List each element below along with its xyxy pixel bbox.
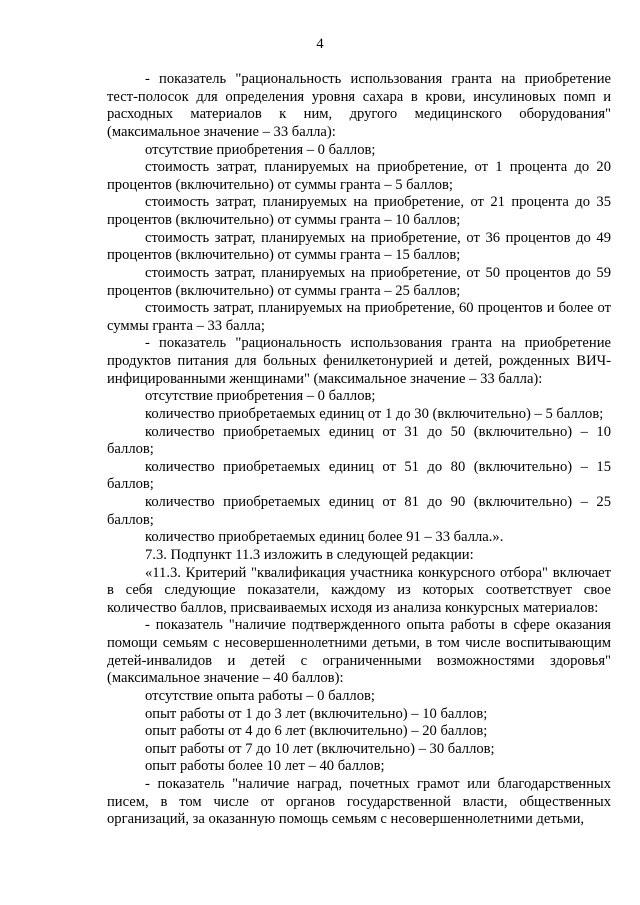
score-line: опыт работы от 4 до 6 лет (включительно) – 20 баллов;	[145, 723, 488, 740]
score-line: количество приобретаемых единиц от 1 до 30 (включительно) – 5 баллов;	[145, 405, 604, 422]
score-line: количество приобретаемых единиц более 91 – 33 балла.».	[145, 529, 504, 546]
score-line: опыт работы от 7 до 10 лет (включительно) – 30 баллов;	[145, 740, 495, 757]
score-line: опыт работы от 1 до 3 лет (включительно) – 10 баллов;	[145, 705, 488, 722]
criterion-paragraph: - показатель "наличие подтвержденного опыта работы в сфере оказания помощи семьям с несовершеннолетними детьми, в том числе воспитывающим детей-инвалидов и детей с ограниченными возможностями здоровья" (максимальное значение – 40 баллов):	[107, 617, 611, 687]
score-line: отсутствие приобретения – 0 баллов;	[145, 141, 376, 158]
score-line: стоимость затрат, планируемых на приобретение, от 1 процента до 20 процентов (включительно) от суммы гранта – 5 баллов;	[107, 159, 611, 193]
score-line: стоимость затрат, планируемых на приобретение, от 21 процента до 35 процентов (включительно) от суммы гранта – 10 баллов;	[107, 194, 611, 228]
criterion-paragraph: - показатель "наличие наград, почетных грамот или благодарственных писем, в том числе от органов государственной власти, общественных организаций, за оказанную помощь семьям с несовершеннолетними детьми,	[107, 776, 611, 828]
criterion-paragraph: «11.3. Критерий "квалификация участника конкурсного отбора" включает в себя следующие показатели, каждому из которых соответствует свое количество баллов, присваиваемых исходя из анализа конкурсных материалов:	[107, 564, 611, 616]
document-body	[107, 71, 611, 829]
score-line: отсутствие приобретения – 0 баллов;	[145, 388, 376, 405]
score-line: опыт работы более 10 лет – 40 баллов;	[145, 758, 385, 775]
score-line: отсутствие опыта работы – 0 баллов;	[145, 687, 375, 704]
criterion-paragraph: - показатель "рациональность использования гранта на приобретение тест-полосок для определения уровня сахара в крови, инсулиновых помп и расходных материалов к ним, другого медицинского оборудования" (максимальное значение – 33 балла):	[107, 71, 611, 140]
score-line: количество приобретаемых единиц от 31 до 50 (включительно) – 10 баллов;	[107, 423, 611, 458]
score-line: стоимость затрат, планируемых на приобретение, от 36 процентов до 49 процентов (включительно) от суммы гранта – 15 баллов;	[107, 229, 611, 264]
score-line: количество приобретаемых единиц от 51 до 80 (включительно) – 15 баллов;	[107, 458, 611, 493]
page-number: 4	[316, 36, 324, 52]
score-line: количество приобретаемых единиц от 81 до 90 (включительно) – 25 баллов;	[107, 494, 611, 528]
score-line: стоимость затрат, планируемых на приобретение, 60 процентов и более от суммы гранта – 33 балла;	[107, 300, 611, 334]
score-line: стоимость затрат, планируемых на приобретение, от 50 процентов до 59 процентов (включительно) от суммы гранта – 25 баллов;	[107, 264, 611, 299]
criterion-paragraph: - показатель "рациональность использования гранта на приобретение продуктов питания для больных фенилкетонурией и детей, рожденных ВИЧ-инфицированными женщинами" (максимальное значение – 33 балла):	[107, 335, 611, 387]
amendment-paragraph: 7.3. Подпункт 11.3 изложить в следующей редакции:	[145, 546, 474, 563]
